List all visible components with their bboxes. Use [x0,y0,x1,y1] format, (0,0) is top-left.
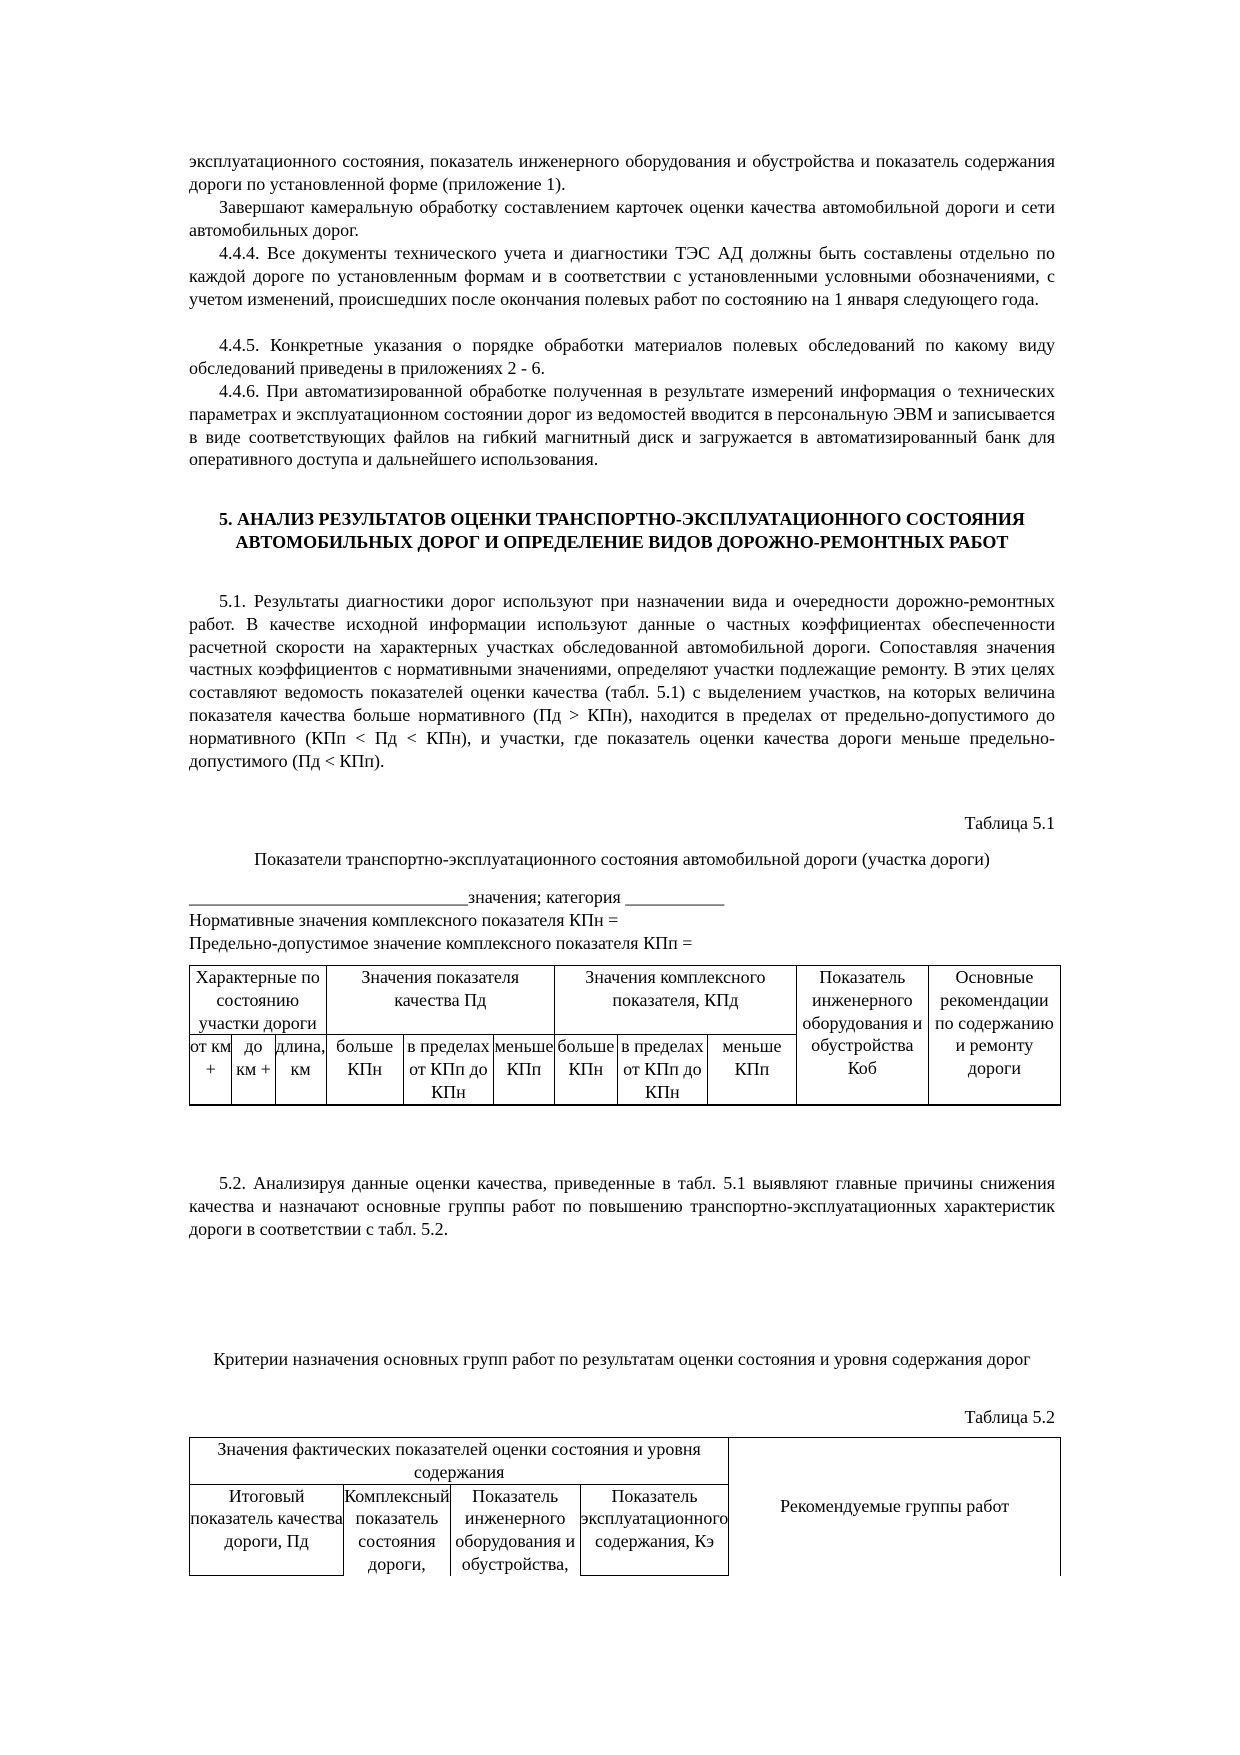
subheader-to-km: до км + [232,1035,275,1105]
paragraph-5-2: 5.2. Анализируя данные оценки качества, приведенные в табл. 5.1 выявляют главные причины снижения качества и назначают основные группы работ по повышению транспортно-эксплуатационных характеристик дороги в соответствии с табл. 5.2. [189,1173,1055,1239]
table-5-2 [189,1437,1061,1576]
header-kob: Показатель инженерного оборудования и обустройства Коб [796,966,928,1105]
table-5-2-label: Таблица 5.2 [964,1407,1055,1427]
paragraph: эксплуатационного состояния, показатель инженерного оборудования и обустройства и показатель содержания дороги по установленной форме (приложение 1). [189,151,1055,194]
form-line: Предельно-допустимое значение комплексного показателя КПп = [189,933,693,953]
header-pd: Значения показателя качества Пд [326,966,554,1035]
header-work-groups: Рекомендуемые группы работ [729,1438,1061,1576]
subheader-kpd-more: больше КПн [554,1035,617,1105]
header-complex: Комплексный показатель состояния дороги, [344,1485,450,1574]
header-engineering: Показатель инженерного оборудования и обустройства, [450,1484,580,1576]
header-maintenance: Показатель эксплуатационного содержания, Кэ [580,1484,728,1576]
header-pd: Итоговый показатель качества дороги, Пд [190,1484,344,1576]
subheader-kpd-within: в пределах от КПп до КПн [617,1035,707,1105]
subheader-kpd-less: меньше КПп [707,1035,796,1105]
subheader-from-km: от км + [190,1035,232,1105]
subheader-length: длина, км [275,1035,326,1105]
paragraph: Завершают камеральную обработку составлением карточек оценки качества автомобильной дороги и сети автомобильных дорог. [189,197,1055,240]
form-line: _______________________________значения; категория ___________ [189,887,725,907]
header-sections: Характерные по состоянию участки дороги [190,966,327,1035]
table-5-1-caption: Показатели транспортно-эксплуатационного состояния автомобильной дороги (участка дороги) [254,849,990,869]
paragraph: 4.4.5. Конкретные указания о порядке обработки материалов полевых обследований по какому виду обследований приведены в приложениях 2 - 6. [189,335,1055,378]
subheader-pd-more: больше КПн [326,1035,403,1105]
paragraph-5-1: 5.1. Результаты диагностики дорог используют при назначении вида и очередности дорожно-ремонтных работ. В качестве исходной информации используют данные о частных коэффициентах обеспеченности расчетной скорости на характерных участках обследованной автомобильной дороги. Сопоставляя значения частных коэффициентов с нормативными значениями, определяют участки подлежащие ремонту. В этих целях составляют ведомость показателей оценки качества (табл. 5.1) с выделением участков, на которых величина показателя качества больше нормативного (Пд > КПн), находится в пределах от предельно-допустимого до нормативного (КПп < Пд < КПн), и участки, где показатель оценки качества дороги меньше предельно-допустимого (Пд < КПп). [189,591,1055,771]
paragraph: 4.4.4. Все документы технического учета и диагностики ТЭС АД должны быть составлены отдельно по каждой дороге по установленным формам и в соответствии с установленными условными обозначениями, с учетом изменений, происшедших после окончания полевых работ по состоянию на 1 января следующего года. [189,243,1055,309]
header-recommendations: Основные рекомендации по содержанию и ремонту дороги [928,966,1060,1105]
form-line: Нормативные значения комплексного показателя КПн = [189,910,619,930]
header-kpd: Значения комплексного показателя, КПд [554,966,796,1035]
section-heading: 5. АНАЛИЗ РЕЗУЛЬТАТОВ ОЦЕНКИ ТРАНСПОРТНО-ЭКСПЛУАТАЦИОННОГО СОСТОЯНИЯ АВТОМОБИЛЬНЫХ ДОРОГ И ОПРЕДЕЛЕНИЕ ВИДОВ ДОРОЖНО-РЕМОНТНЫХ РАБОТ [219,509,1025,552]
subheader-pd-within: в пределах от КПп до КПн [403,1035,493,1105]
table-5-1 [189,965,1061,1106]
table-5-1-label: Таблица 5.1 [964,813,1055,833]
header-values: Значения фактических показателей оценки состояния и уровня содержания [190,1438,729,1485]
paragraph: 4.4.6. При автоматизированной обработке полученная в результате измерений информация о технических параметрах и эксплуатационном состоянии дорог из ведомостей вводится в персональную ЭВМ и записывается в виде соответствующих файлов на гибкий магнитный диск и загружается в автоматизированный банк для оперативного доступа и дальнейшего использования. [189,381,1055,470]
table-5-2-caption: Критерии назначения основных групп работ по результатам оценки состояния и уровня содержания дорог [213,1349,1031,1369]
subheader-pd-less: меньше КПп [494,1035,555,1105]
